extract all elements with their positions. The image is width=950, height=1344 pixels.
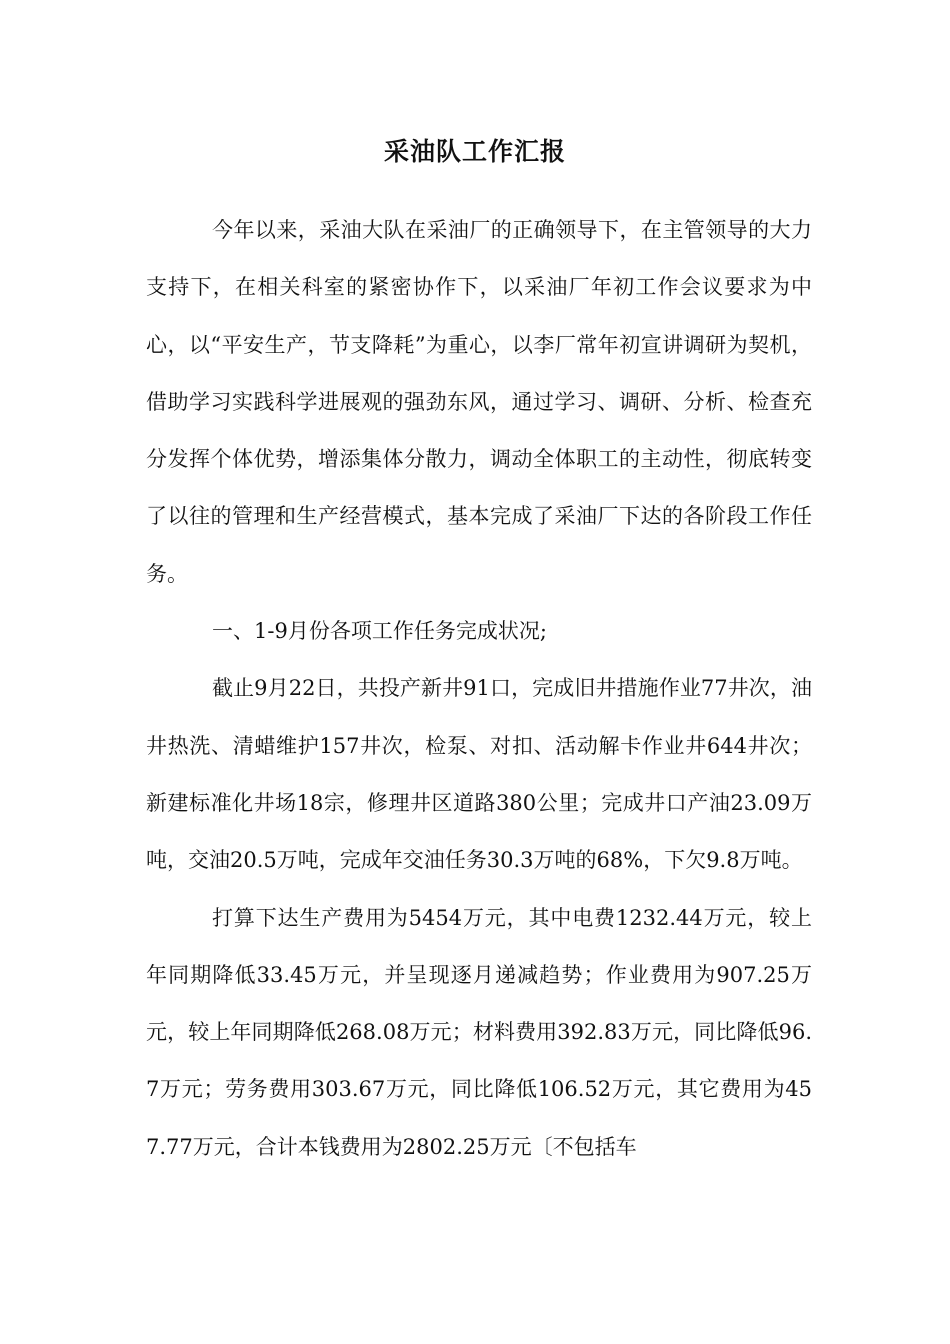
document-title: 采油队工作汇报 xyxy=(383,137,566,166)
paragraph-intro: 今年以来，采油大队在采油厂的正确领导下，在主管领导的大力支持下，在相关科室的紧密协作下，以采油厂年初工作会议要求为中心，以“平安生产，节支降耗”为重心，以李厂常年初宣讲调研为契机，借助学习实践科学进展观的强劲东风，通过学习、调研、分析、检查充分发挥个体优势，增添集体分散力，调动全体职工的主动性，彻底转变了以往的管理和生产经营模式，基本完成了采油厂下达的各阶段工作任务。 xyxy=(146,218,812,586)
paragraph-section-heading: 一、1-9月份各项工作任务完成状况; xyxy=(212,619,547,644)
document-body xyxy=(146,202,812,1176)
paragraph-cost-summary: 打算下达生产费用为5454万元，其中电费1232.44万元，较上年同期降低33.45万元，并呈现逐月递减趋势；作业费用为907.25万元，较上年同期降低268.08万元；材料费用392.83万元，同比降低96.7万元；劳务费用303.67万元，同比降低106.52万元，其它费用为457.77万元，合计本钱费用为2802.25万元〔不包括车 xyxy=(146,905,812,1159)
paragraph-production-summary: 截止9月22日，共投产新井91口，完成旧井措施作业77井次，油井热洗、清蜡维护157井次，检泵、对扣、活动解卡作业井644井次；新建标准化井场18宗，修理井区道路380公里；完成井口产油23.09万吨，交油20.5万吨，完成年交油任务30.3万吨的68%，下欠9.8万吨。 xyxy=(146,676,812,873)
